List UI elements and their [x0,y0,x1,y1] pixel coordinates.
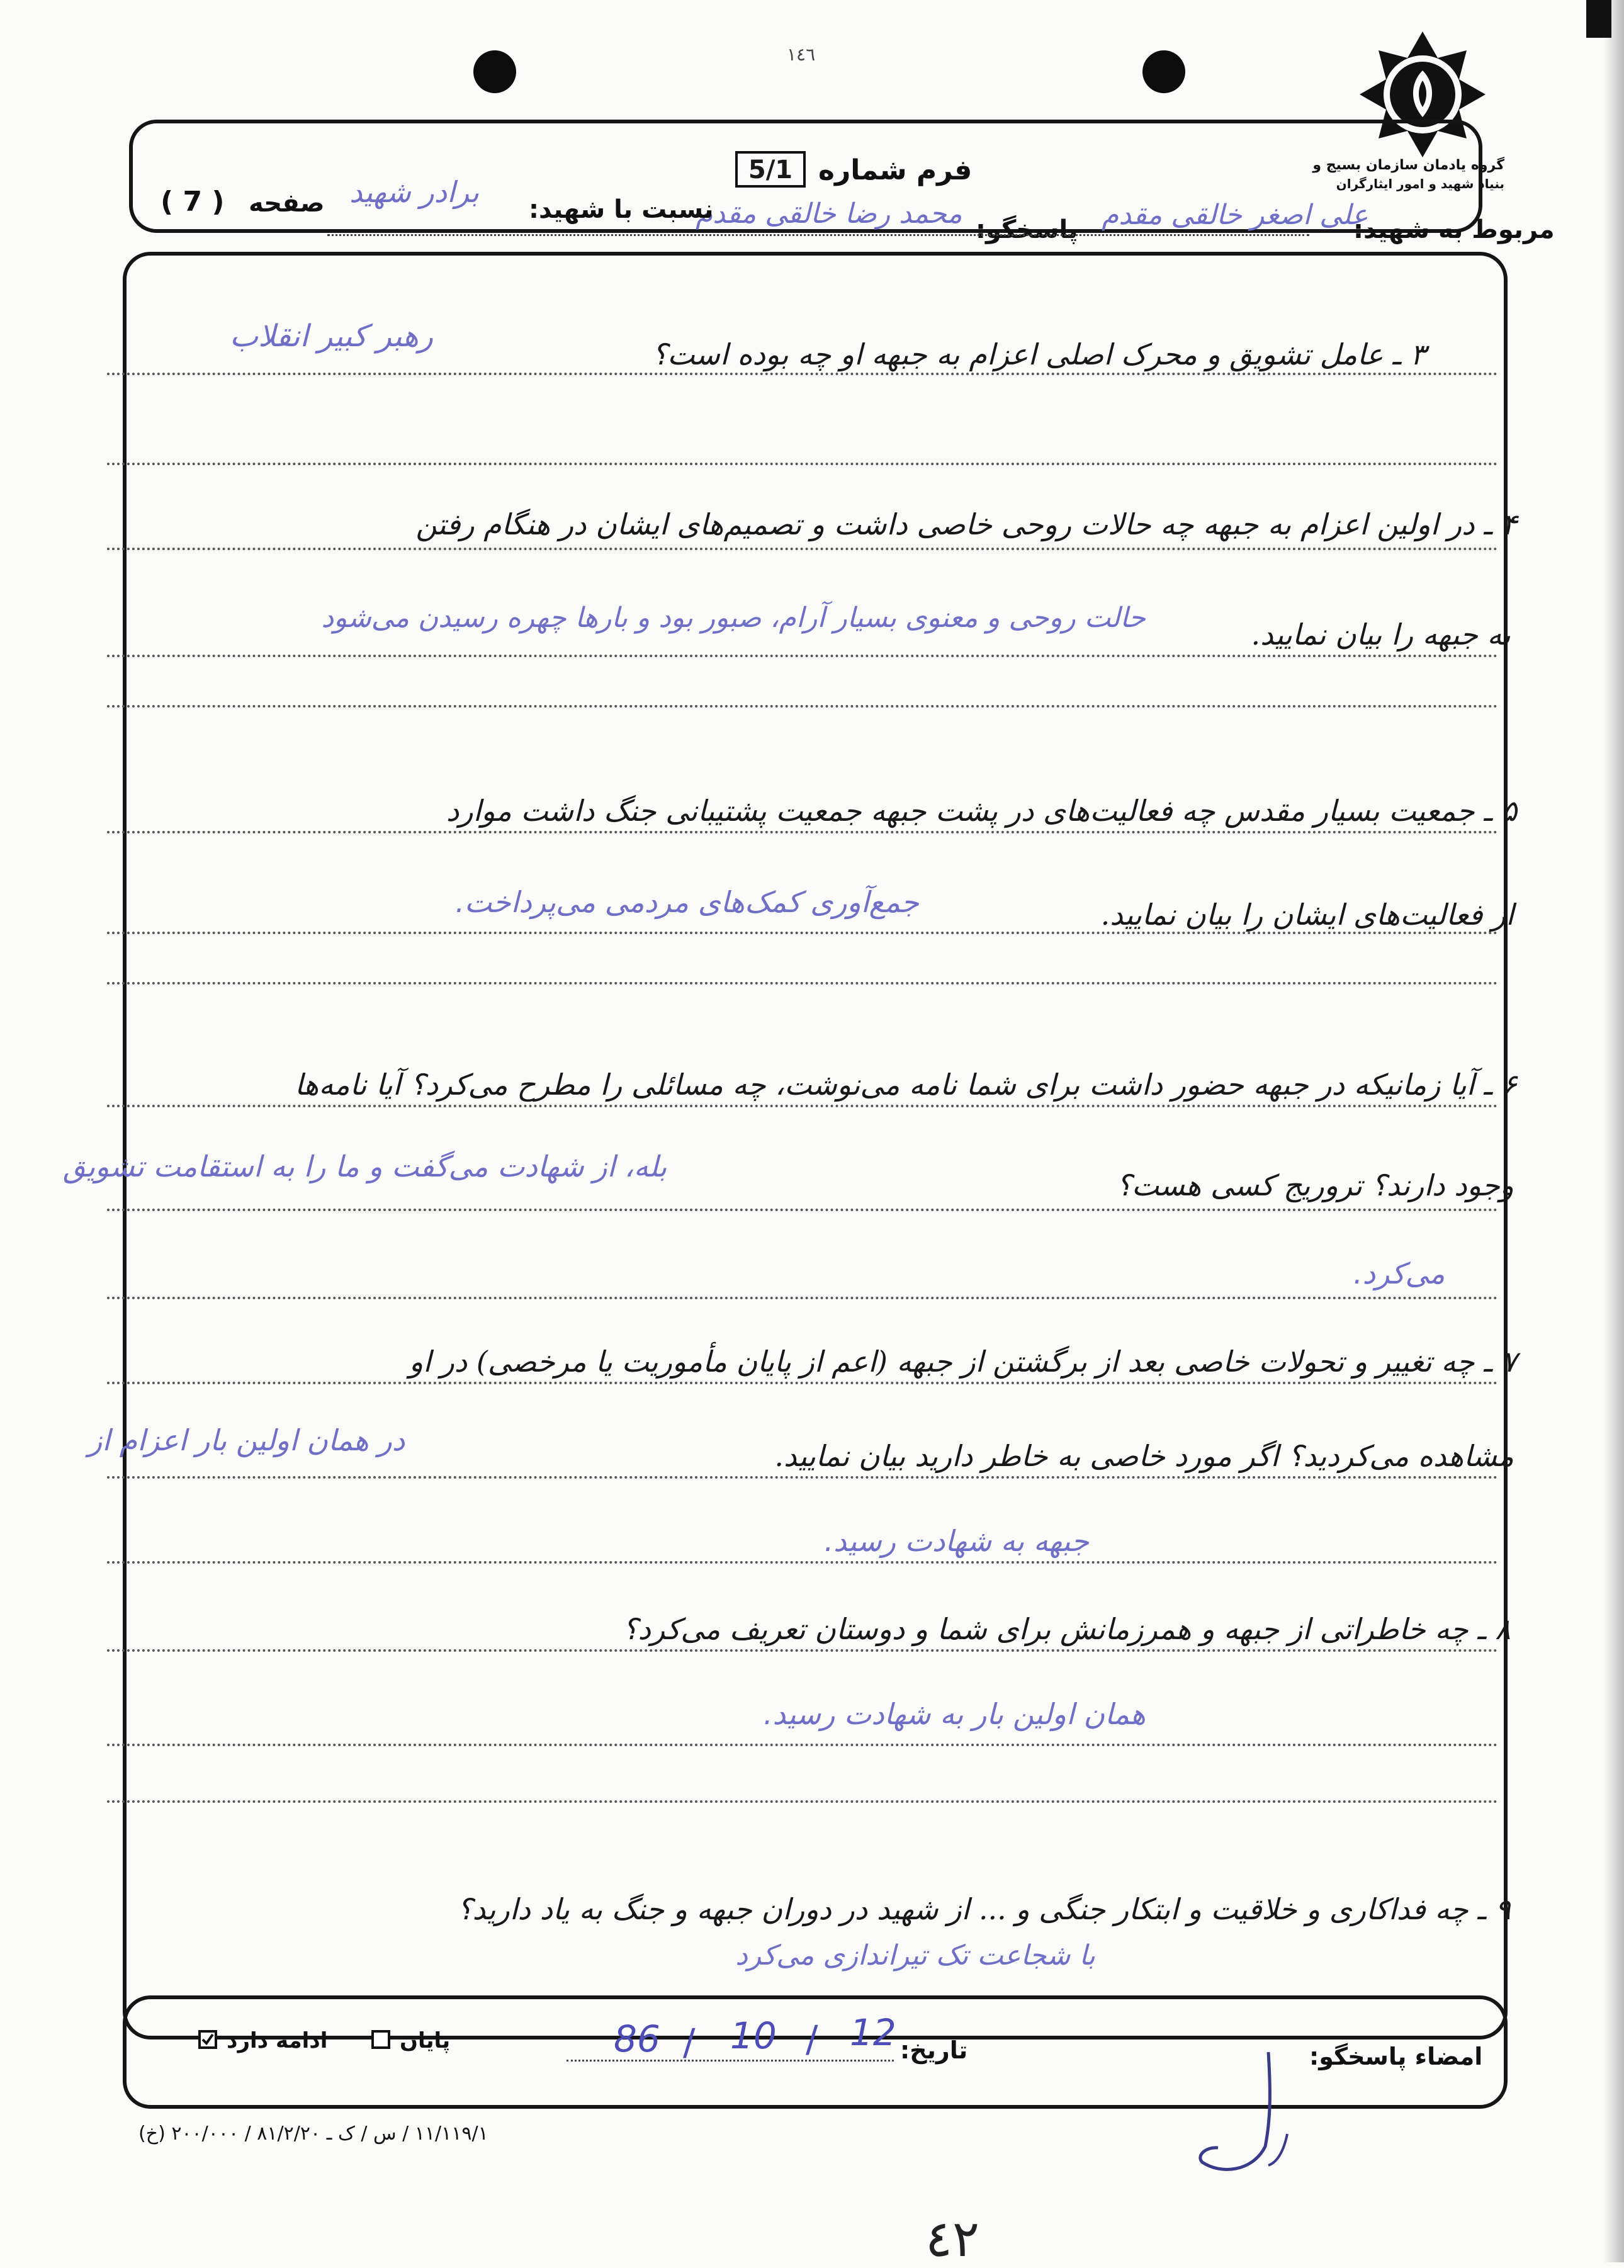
rule-line [107,463,1498,465]
page-label: صفحه [249,189,325,218]
date-label: تاریخ: [900,2036,968,2064]
form-number-box: 5/1 [735,151,806,188]
question-4-line-2: به جبهه را بیان نمایید. [1251,618,1511,652]
answer-8: همان اولین بار به شهادت رسید. [763,1697,1146,1731]
question-5-line-2: از فعالیت‌های ایشان را بیان نمایید. [1100,898,1514,932]
page-edge-shadow [1604,0,1624,2262]
rule-line [107,1649,1498,1652]
answer-7-line-1: در همان اولین بار اعزام از [88,1423,405,1457]
top-page-number: ١٤٦ [787,44,816,65]
end-label: پایان [400,2028,451,2053]
rule-line [107,1297,1498,1299]
answer-4: حالت روحی و معنوی بسیار آرام، صبور بود و بارها چهره رسیدن می‌شود [321,602,1146,634]
answer-5: جمع‌آوری کمک‌های مردمی می‌پرداخت. [455,885,919,919]
martyr-label: مربوط به شهید: [1353,215,1555,244]
rule-line [107,1561,1498,1564]
answer-6-line-1: بله، از شهادت می‌گفت و ما را به استقامت تشویق [63,1149,667,1183]
question-8-line-1: ۸ ـ چه خاطراتی از جبهه و همرزمانش برای شما و دوستان تعریف می‌کرد؟ [623,1612,1511,1646]
end-checkbox[interactable] [371,2030,390,2049]
form-code: ۱۱/۱۱۹/۱ / س / ک ـ ۸۱/۲/۲۰ / ۲۰۰/۰۰۰ (خ) [138,2123,488,2145]
page-number: 7 [183,186,203,218]
organization-name-line2: بنیاد شهید و امور ایثارگران [1336,176,1504,191]
date-separator: / [806,2017,818,2060]
date-separator: / [683,2021,696,2063]
relation-label: نسبت با شهید: [529,195,714,224]
continue-label: ادامه دارد [227,2028,328,2053]
binder-hole-right [1142,50,1185,93]
date-dotted-line [567,2060,894,2062]
answer-3: رهبر کبیر انقلاب [230,319,434,354]
signature-label: امضاء پاسخگو: [1309,2043,1483,2070]
respondent-signature [1158,2040,1316,2184]
rule-line [107,1476,1498,1479]
page-value: ( 7 ) [161,186,225,218]
respondent-label: پاسخگو: [976,215,1078,244]
corner-mark [1586,0,1611,38]
rule-line [107,831,1498,833]
date-year: 86 [614,2017,660,2060]
rule-line [107,1800,1498,1803]
signature-icon [1158,2040,1316,2184]
respondent-name: محمد رضا خالقی مقدم [696,198,962,230]
question-3-line-1: ۳ ـ عامل تشویق و محرک اصلی اعزام به جبهه او چه بوده است؟ [651,337,1426,371]
page-folio: ٤٢ [925,2209,979,2268]
question-5-line-1: ۵ ـ جمعیت بسیار مقدس چه فعالیت‌های در پشت جبهه جمعیت پشتیبانی جنگ داشت موارد [446,794,1517,828]
rule-line [107,1209,1498,1211]
binder-hole-left [473,50,516,93]
rule-line [107,1744,1498,1746]
checkmark-icon [201,2033,215,2046]
answer-7-line-2: جبهه به شهادت رسید. [824,1524,1089,1558]
rule-line [107,1105,1498,1107]
question-7-line-1: ۷ ـ چه تغییر و تحولات خاصی بعد از برگشتن از جبهه (اعم از پایان مأموریت یا مرخصی) در او [409,1345,1517,1379]
answer-9: با شجاعت تک تیراندازی می‌کرد [735,1939,1095,1972]
question-4-line-1: ۴ ـ در اولین اعزام به جبهه چه حالات روحی خاصی داشت و تصمیم‌های ایشان در هنگام رفتن [415,507,1517,541]
organization-name-line1: گروه یادمان سازمان بسیج و [1312,157,1504,173]
rule-line [107,655,1498,657]
rule-line [107,373,1498,375]
relation-value: برادر شهید [349,175,480,209]
rule-line [107,548,1498,550]
rule-line [107,932,1498,934]
question-6-line-2: وجود دارند؟ تروریج کسی هست؟ [1116,1168,1514,1202]
rule-line [107,982,1498,984]
answer-6-line-2: می‌کرد. [1353,1256,1445,1290]
question-9-line-1: ۹ ـ چه فداکاری و خلاقیت و ابتکار جنگی و ... از شهید در دوران جبهه و جنگ به یاد دارید؟ [457,1892,1511,1926]
question-7-line-2: مشاهده می‌کردید؟ اگر مورد خاصی به خاطر دارید بیان نمایید. [774,1439,1514,1473]
rule-line [107,705,1498,708]
date-day: 12 [850,2011,896,2054]
rule-line [107,1382,1498,1384]
question-6-line-1: ۶ ـ آیا زمانیکه در جبهه حضور داشت برای شما نامه می‌نوشت، چه مسائلی را مطرح می‌کرد؟ آیا نامه‌ها [295,1068,1517,1102]
continue-checkbox[interactable] [198,2030,217,2049]
martyr-name: علی اصغر خالقی مقدم [1102,199,1368,231]
date-month: 10 [730,2014,777,2057]
form-label: فرم شماره [818,154,973,186]
header-dotted-line [327,234,1309,236]
